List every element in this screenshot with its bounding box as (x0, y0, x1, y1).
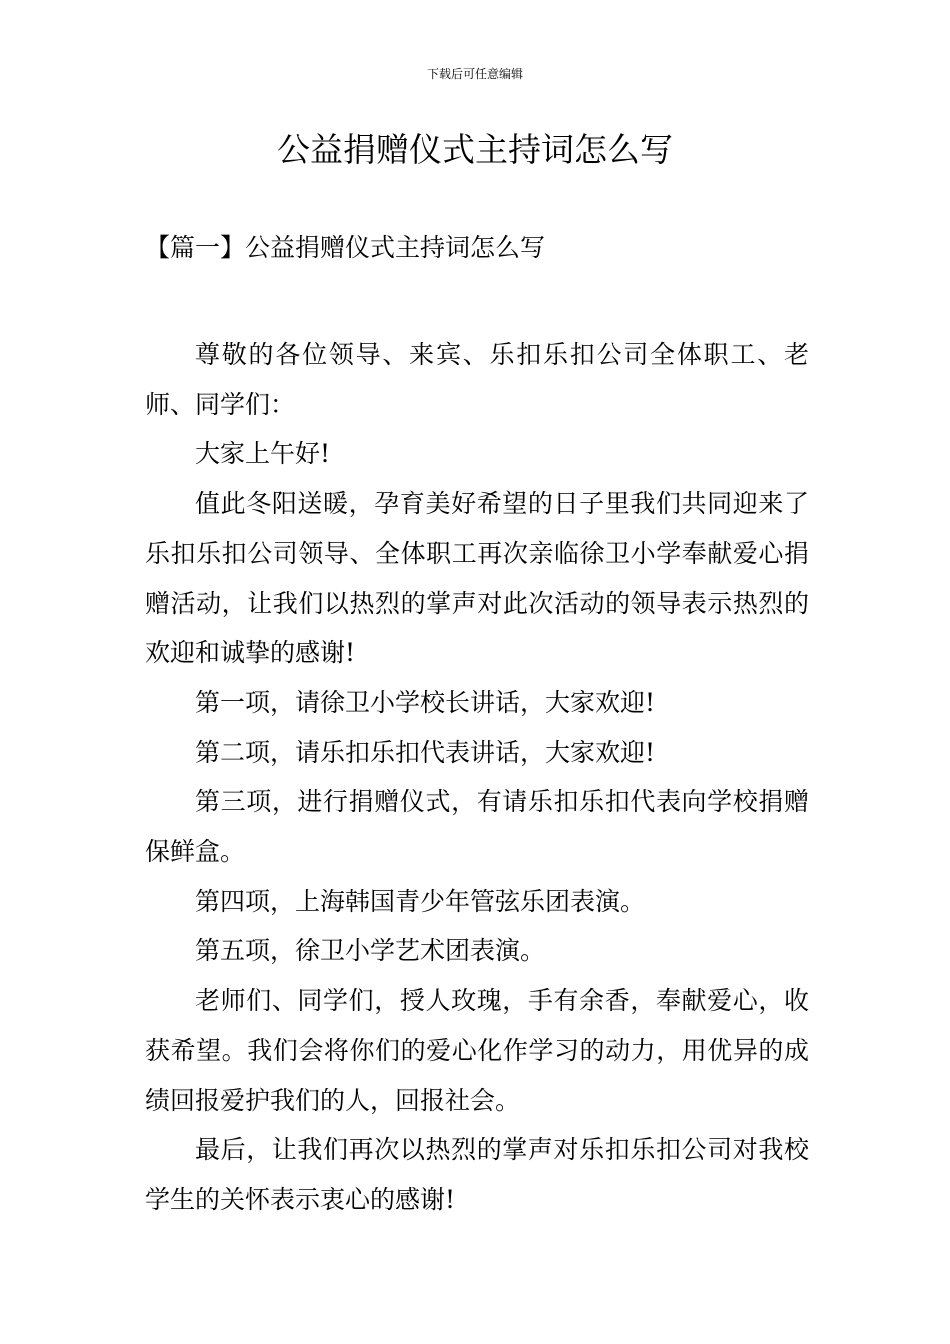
paragraph-item-5: 第五项，徐卫小学艺术团表演。 (195, 936, 546, 966)
document-title: 公益捐赠仪式主持词怎么写 (277, 130, 673, 169)
header-note: 下载后可任意编辑 (426, 67, 523, 81)
paragraph-message: 老师们、同学们，授人玫瑰，手有余香，奉献爱心，收获希望。我们会将你们的爱心化作学习的动力，用优异的成绩回报爱护我们的人，回报社会。 (145, 986, 809, 1115)
paragraph-item-2: 第二项，请乐扣乐扣代表讲话，大家欢迎! (195, 737, 656, 767)
paragraph-closing: 最后，让我们再次以热烈的掌声对乐扣乐扣公司对我校学生的关怀表示衷心的感谢! (145, 1135, 809, 1214)
paragraph-item-1: 第一项，请徐卫小学校长讲话，大家欢迎! (195, 687, 656, 717)
paragraph-item-4: 第四项，上海韩国青少年管弦乐团表演。 (195, 886, 646, 916)
paragraph-greeting: 尊敬的各位领导、来宾、乐扣乐扣公司全体职工、老师、同学们： (145, 340, 809, 419)
paragraph-welcome: 值此冬阳送暖，孕育美好希望的日子里我们共同迎来了乐扣乐扣公司领导、全体职工再次亲临徐卫小学奉献爱心捐赠活动，让我们以热烈的掌声对此次活动的领导表示热烈的欢迎和诚挚的感谢! (145, 489, 809, 668)
paragraph-item-3: 第三项，进行捐赠仪式，有请乐扣乐扣代表向学校捐赠保鲜盒。 (145, 787, 809, 867)
section-heading: 【篇一】公益捐赠仪式主持词怎么写 (145, 233, 546, 262)
paragraph-hello: 大家上午好! (195, 439, 331, 469)
document-body (145, 330, 809, 1225)
